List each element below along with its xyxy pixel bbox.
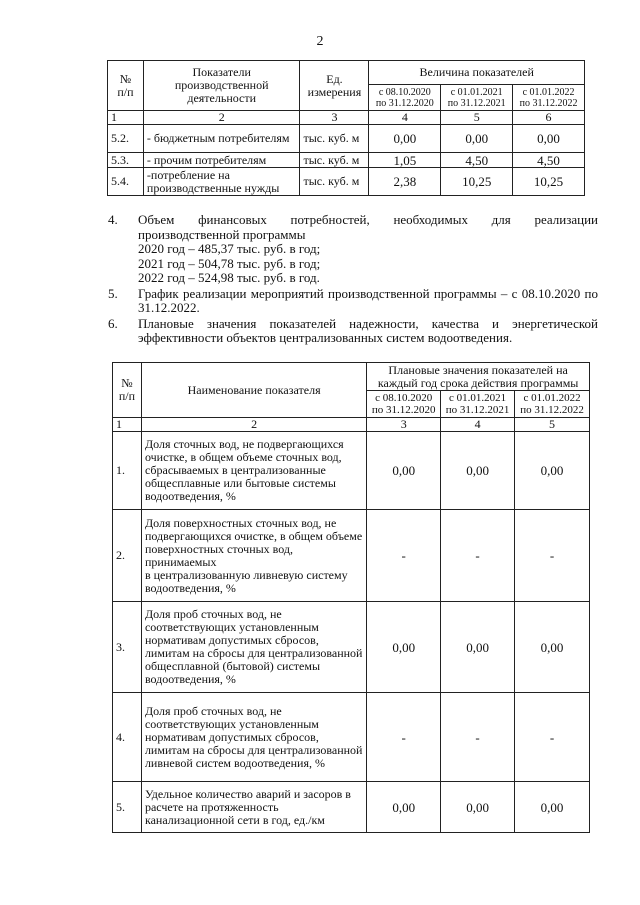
row-name: - прочим потребителям [143,153,300,168]
header-period: с 01.01.2021 по 31.12.2021 [441,85,513,111]
header-period: с 01.01.2022 по 31.12.2022 [513,85,585,111]
row-value: 2,38 [369,168,441,196]
header-period: с 08.10.2020 по 31.12.2020 [369,85,441,111]
header-num: № п/п [113,363,142,418]
col-number: 5 [515,418,590,432]
table-row [113,602,590,693]
row-value: 0,00 [441,602,515,693]
item-number: 4. [108,212,118,227]
row-name: Доля проб сточных вод, не соответствующих установленным нормативам допустимых сбросов, лимитам на сбросы для централизованной общесплавной (бытовой) системы водоотведения, % [141,602,366,693]
row-value: 10,25 [513,168,585,196]
row-value: 0,00 [441,432,515,510]
row-value: - [441,693,515,782]
row-num: 5.3. [108,153,144,168]
row-value: 10,25 [441,168,513,196]
header-indicator: Показатели производственной деятельности [143,61,300,111]
row-value: 4,50 [441,153,513,168]
row-unit: тыс. куб. м [300,153,369,168]
row-num: 1. [113,432,142,510]
row-unit: тыс. куб. м [300,168,369,196]
row-value: 0,00 [515,782,590,833]
header-name: Наименование показателя [141,363,366,418]
col-number: 4 [369,111,441,125]
table-row [108,125,585,153]
row-value: 4,50 [513,153,585,168]
year-line: 2021 год – 504,78 тыс. руб. в год; [138,255,321,271]
indicators-table [112,362,590,833]
row-name: Удельное количество аварий и засоров в расчете на протяженность канализационной сети в год, ед./км [141,782,366,833]
item-number: 6. [108,315,118,331]
row-name: -потребление на производственные нужды [143,168,300,196]
table-row [108,153,585,168]
row-num: 2. [113,510,142,602]
row-value: 0,00 [515,602,590,693]
row-num: 5. [113,782,142,833]
header-period: с 08.10.2020 по 31.12.2020 [367,391,441,418]
page-number: 2 [316,34,324,49]
row-name: Доля сточных вод, не подвергающихся очистке, в общем объеме сточных вод, сбрасываемых в централизованные общесплавные или бытовые системы водоотведения, % [141,432,366,510]
header-unit: Ед. измерения [300,61,369,111]
row-value: 0,00 [515,432,590,510]
table-row [113,432,590,510]
row-num: 5.2. [108,125,144,153]
row-value: 0,00 [367,782,441,833]
col-number: 2 [141,418,366,432]
production-table [107,60,585,196]
item-text: Плановые значения показателей надежности, качества и энергетической эффективности объектов централизованных систем водоотведения. [138,315,598,345]
row-name: - бюджетным потребителям [143,125,300,153]
row-value: 1,05 [369,153,441,168]
row-value: - [367,693,441,782]
item-text: Объем финансовых потребностей, необходимых для реализации производственной программы [138,212,598,242]
col-number: 6 [513,111,585,125]
row-value: 0,00 [441,782,515,833]
col-number: 1 [113,418,142,432]
row-value: 0,00 [367,432,441,510]
year-line: 2020 год – 485,37 тыс. руб. в год; [138,241,321,256]
col-number: 3 [367,418,441,432]
row-value: - [515,693,590,782]
col-number: 4 [441,418,515,432]
row-value: 0,00 [441,125,513,153]
col-number: 1 [108,111,144,125]
col-number: 5 [441,111,513,125]
list-item [108,317,598,346]
row-value: - [515,510,590,602]
row-name: Доля поверхностных сточных вод, не подвергающихся очистке, в общем объеме поверхностных сточных вод, принимаемых в централизованную ливневую систему водоотведения, % [141,510,366,602]
header-period: с 01.01.2022 по 31.12.2022 [515,391,590,418]
year-line: 2022 год – 524,98 тыс. руб. в год. [138,270,320,285]
item-number: 5. [108,285,118,301]
row-value: 0,00 [367,602,441,693]
col-number: 2 [143,111,300,125]
row-value: - [367,510,441,602]
item-text: График реализации мероприятий производственной программы – с 08.10.2020 по 31.12.2022. [138,285,598,315]
list-item [108,287,598,316]
row-num: 3. [113,602,142,693]
row-num: 4. [113,693,142,782]
row-value: - [441,510,515,602]
header-num: № п/п [108,61,144,111]
numbered-list [108,213,598,346]
header-group: Плановые значения показателей на каждый год срока действия программы [367,363,590,391]
header-value-group: Величина показателей [369,61,585,85]
row-name: Доля проб сточных вод, не соответствующих установленным нормативам допустимых сбросов, лимитам на сбросы для централизованной ливневой систем водоотведения, % [141,693,366,782]
table-row [113,782,590,833]
row-value: 0,00 [369,125,441,153]
header-period: с 01.01.2021 по 31.12.2021 [441,391,515,418]
row-value: 0,00 [513,125,585,153]
row-num: 5.4. [108,168,144,196]
table-row [113,693,590,782]
list-item [108,213,598,242]
table-row [113,510,590,602]
row-unit: тыс. куб. м [300,125,369,153]
table-row [108,168,585,196]
col-number: 3 [300,111,369,125]
